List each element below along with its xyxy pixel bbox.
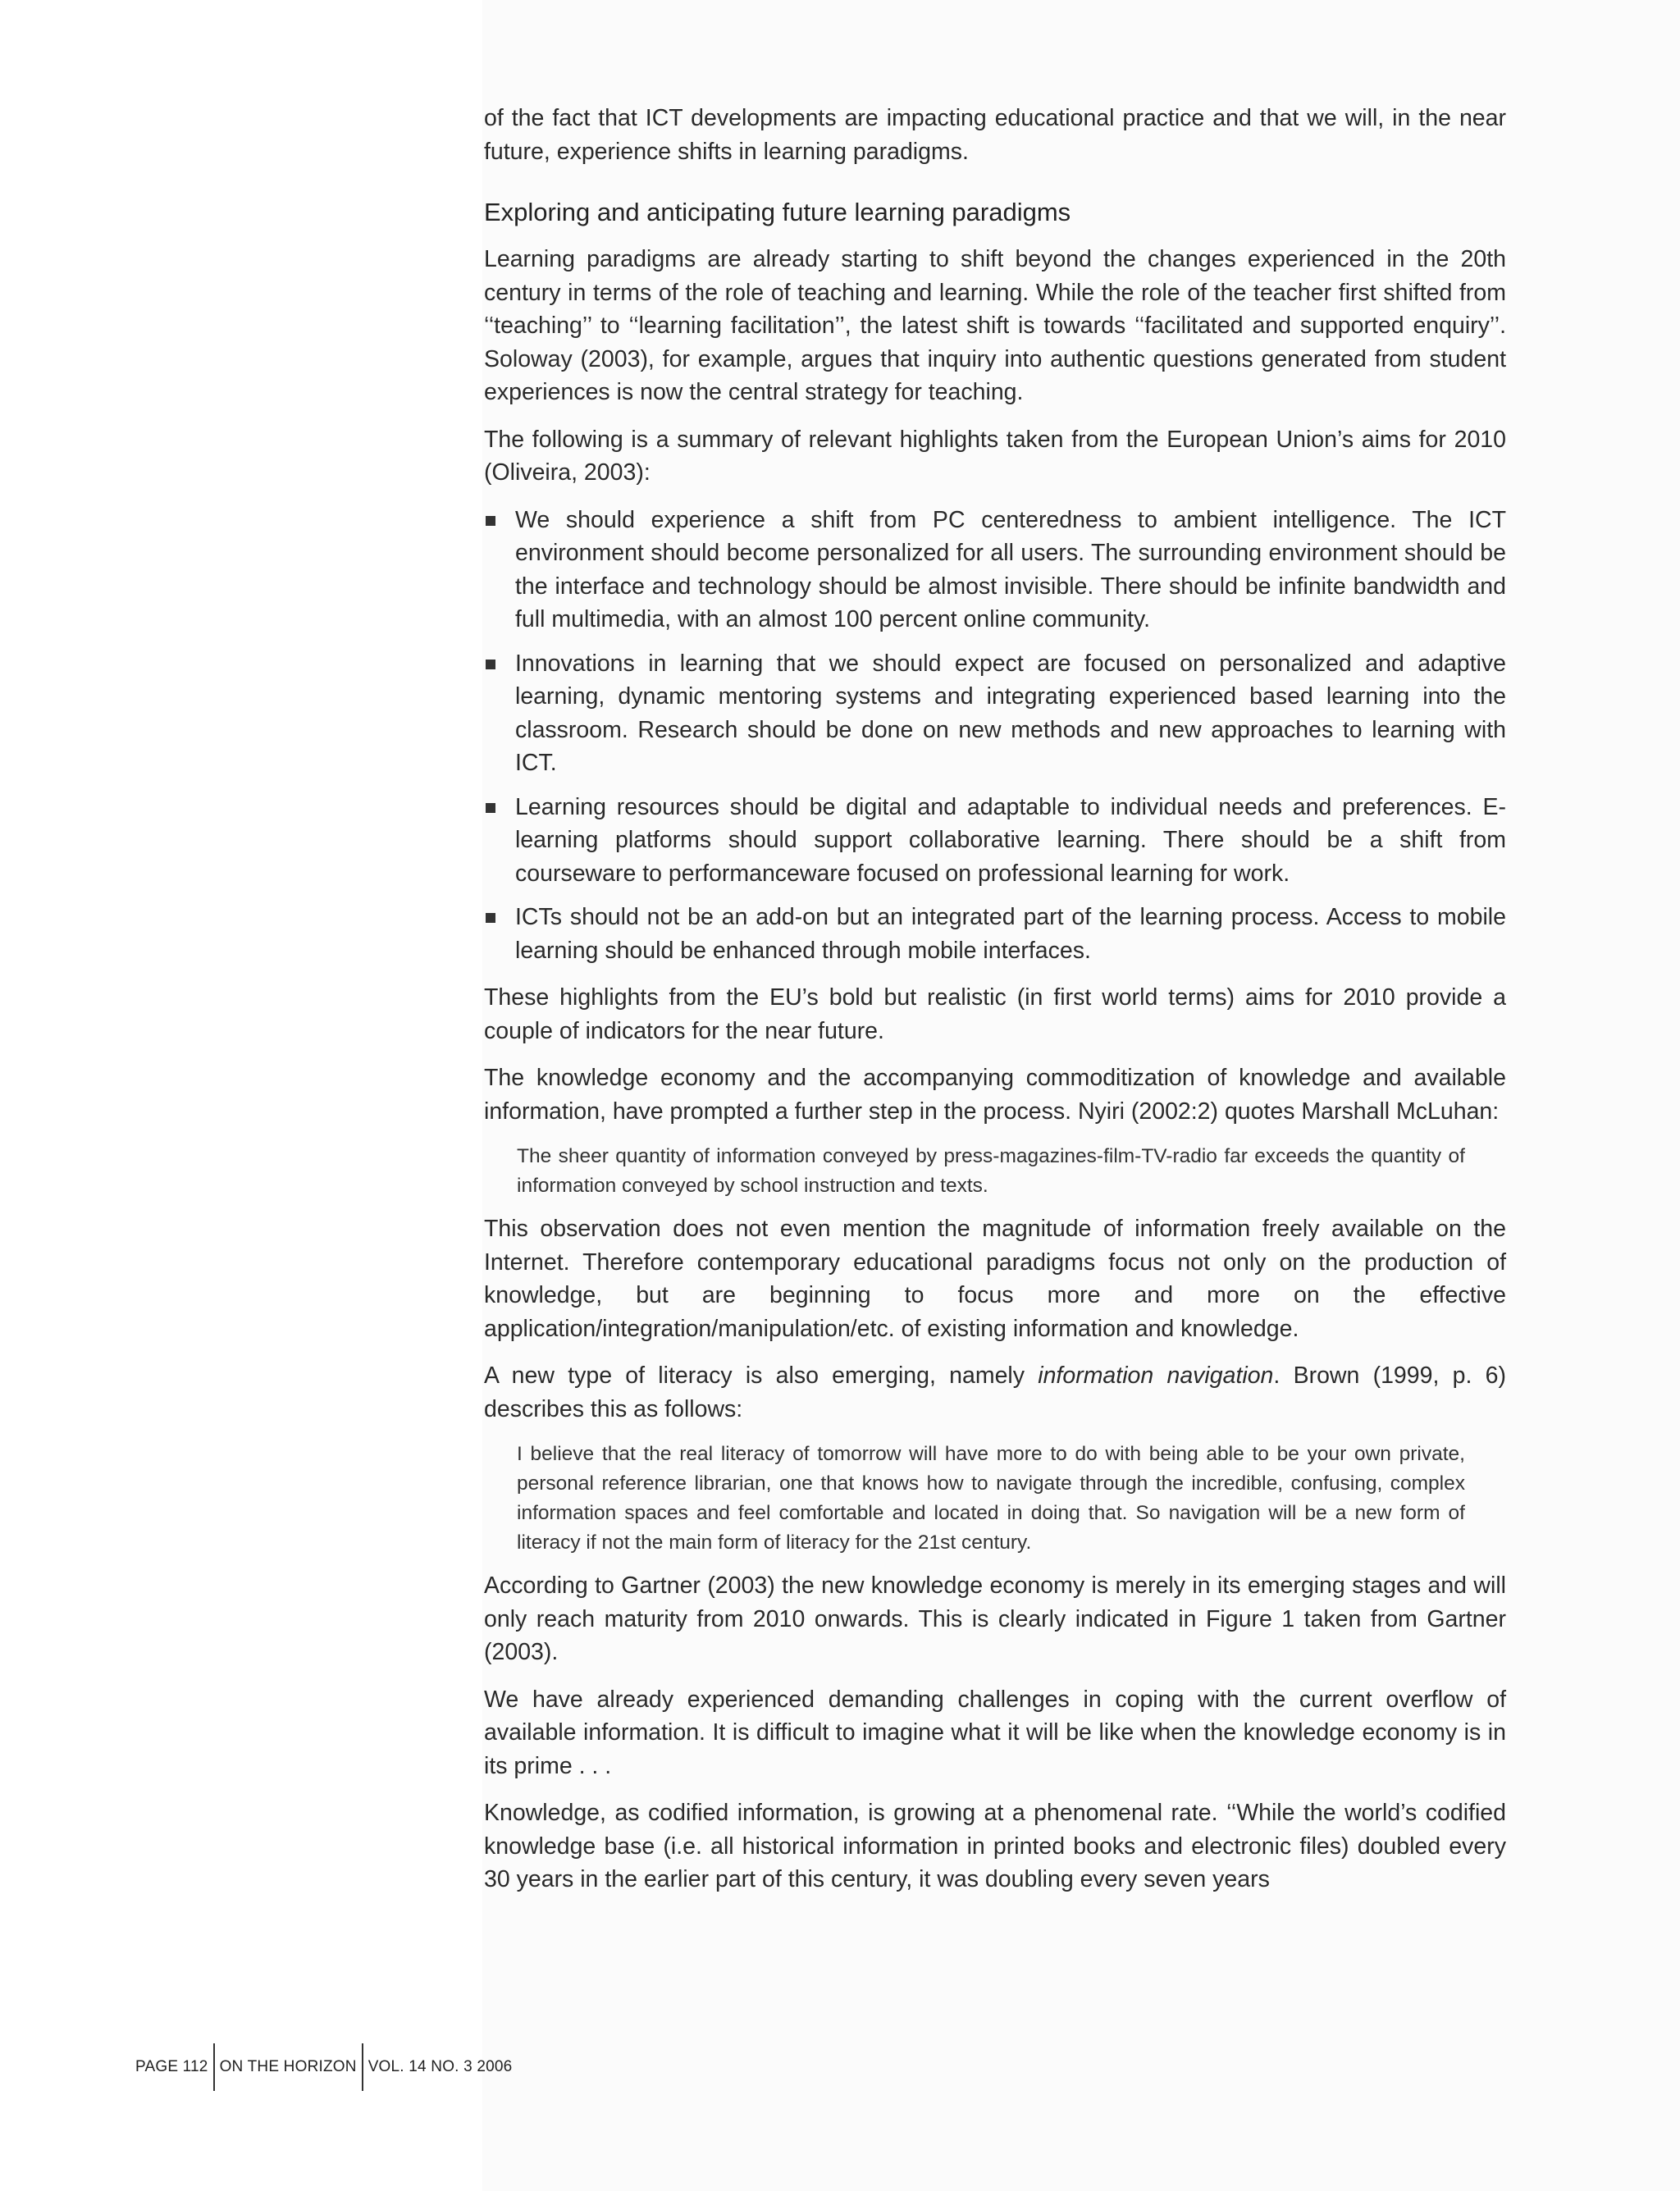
- list-item-text: We should experience a shift from PC centeredness to ambient intelligence. The ICT environment should become personalized for all users. The surrounding environment should be the interface and technology should be almost invisible. There should be infinite bandwidth and full multimedia, with an almost 100 percent online community.: [515, 506, 1506, 632]
- list-item: [484, 647, 1506, 780]
- observation-paragraph: This observation does not even mention the magnitude of information freely available on the Internet. Therefore contemporary educational paradigms focus not only on the production of knowledge, but are beginning to focus more and more on the effective application/integration/manipulation/etc. of existing information and knowledge.: [484, 1216, 1506, 1342]
- page-number: PAGE 112: [135, 2058, 208, 2075]
- list-item-text: ICTs should not be an add-on but an integrated part of the learning process. Access to mobile learning should be enhanced through mobile interfaces.: [515, 904, 1506, 964]
- list-item: [484, 504, 1506, 637]
- literacy-text-before: A new type of literacy is also emerging, namely: [484, 1363, 1039, 1389]
- literacy-emphasis: information navigation: [1038, 1363, 1274, 1389]
- square-bullet-icon: [486, 803, 495, 813]
- square-bullet-icon: [486, 516, 495, 526]
- list-item-text: Innovations in learning that we should expect are focused on personalized and adaptive learning, dynamic mentoring systems and integrating experienced based learning into the classroom. Research should be done on new methods and new approaches to learning with ICT.: [515, 650, 1506, 776]
- challenges-paragraph: We have already experienced demanding challenges in coping with the current overflow of available information. It is difficult to imagine what it will be like when the knowledge economy is in its prime . . .: [484, 1686, 1506, 1779]
- paradigm-shift-paragraph: Learning paradigms are already starting to shift beyond the changes experienced in the 20th century in terms of the role of teaching and learning. While the role of the teacher first shifted from ‘‘teaching’’ to ‘‘learning facilitation’’, the latest shift is towards ‘‘facilitated and supported enquiry’’. Soloway (2003), for example, argues that inquiry into authentic questions generated from student experiences is now the central strategy for teaching.: [484, 246, 1506, 405]
- footer-divider: [362, 2043, 363, 2091]
- list-item-text: Learning resources should be digital and adaptable to individual needs and preferences. E-learning platforms should support collaborative learning. There should be a shift from courseware to performanceware focused on professional learning for work.: [515, 793, 1506, 887]
- literacy-paragraph: [484, 1359, 1506, 1426]
- square-bullet-icon: [486, 660, 495, 669]
- eu-aims-list: [484, 504, 1506, 968]
- intro-continuation-paragraph: of the fact that ICT developments are impacting educational practice and that we will, in the near future, experience shifts in learning paradigms.: [484, 105, 1506, 165]
- article-body: [484, 102, 1506, 1910]
- square-bullet-icon: [486, 913, 495, 923]
- list-item: [484, 791, 1506, 891]
- eu-summary-paragraph: The following is a summary of relevant highlights taken from the European Union’s aims for 2010 (Oliveira, 2003):: [484, 426, 1506, 486]
- footer-divider: [213, 2043, 215, 2091]
- journal-title: ON THE HORIZON: [219, 2058, 357, 2075]
- list-item: [484, 901, 1506, 967]
- volume-info: VOL. 14 NO. 3 2006: [368, 2058, 513, 2075]
- knowledge-economy-paragraph: The knowledge economy and the accompanying commoditization of knowledge and available information, have prompted a further step in the process. Nyiri (2002:2) quotes Marshall McLuhan:: [484, 1065, 1506, 1125]
- brown-quote: I believe that the real literacy of tomorrow will have more to do with being able to be your own private, personal reference librarian, one that knows how to navigate through the incredible, confusing, complex information spaces and feel comfortable and located in doing that. So navigation will be a new form of literacy if not the main form of literacy for the 21st century.: [517, 1443, 1465, 1554]
- section-heading: Exploring and anticipating future learning paradigms: [484, 198, 1071, 226]
- knowledge-growth-paragraph: Knowledge, as codified information, is growing at a phenomenal rate. ‘‘While the world’s codified knowledge base (i.e. all historical information in printed books and electronic files) doubled every 30 years in the earlier part of this century, it was doubling every seven years: [484, 1800, 1506, 1892]
- mcluhan-quote: The sheer quantity of information conveyed by press-magazines-film-TV-radio far exceeds the quantity of information conveyed by school instruction and texts.: [517, 1145, 1465, 1197]
- page-footer: [135, 2051, 512, 2084]
- highlights-paragraph: These highlights from the EU’s bold but realistic (in first world terms) aims for 2010 provide a couple of indicators for the near future.: [484, 984, 1506, 1044]
- gartner-paragraph: According to Gartner (2003) the new knowledge economy is merely in its emerging stages and will only reach maturity from 2010 onwards. This is clearly indicated in Figure 1 taken from Gartner (2003).: [484, 1572, 1506, 1665]
- literacy-text-after: . Brown (1999, p. 6) describes this as follows:: [484, 1363, 1506, 1422]
